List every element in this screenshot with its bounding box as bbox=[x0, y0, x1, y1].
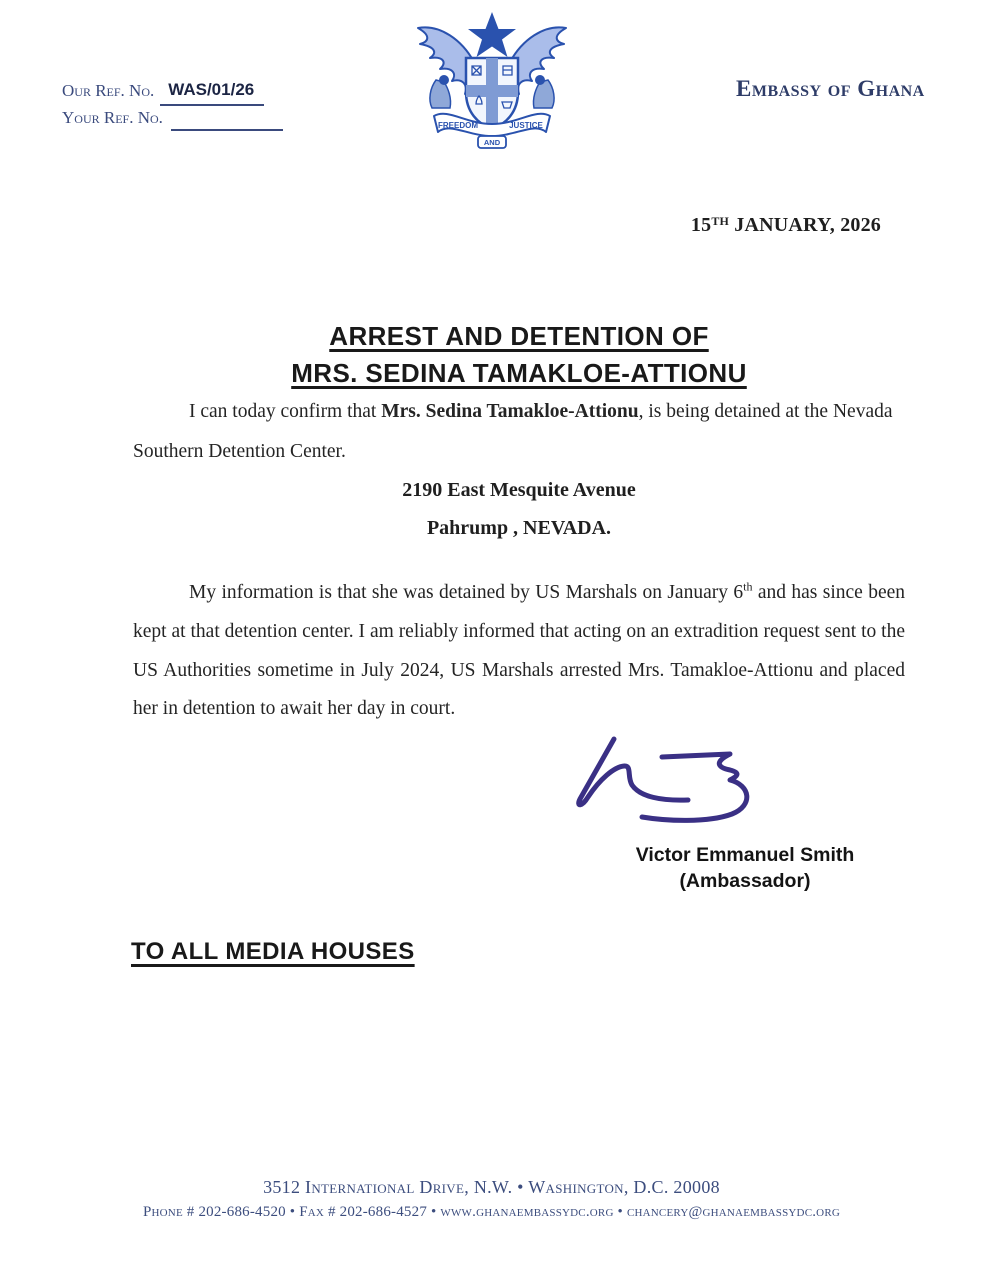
paragraph-1-text: I can today confirm that bbox=[189, 401, 382, 422]
your-ref-blank-line bbox=[171, 115, 283, 131]
address-line-2: Pahrump , NEVADA. bbox=[426, 517, 612, 539]
paragraph-2-text-end: and has since been kept at that detention center. I am reliably informed that acting on an extradition request sent to the US Authorities sometime in July 2024, US Marshals arrested Mrs. Tamakloe-Attionu and placed her in detention to await her day in court. bbox=[133, 582, 906, 720]
date-ordinal: TH bbox=[711, 214, 730, 228]
detainee-name-bold: Mrs. Sedina Tamakloe-Attionu bbox=[381, 401, 639, 422]
our-ref-label: Our Ref. No. bbox=[62, 81, 155, 100]
embassy-name: Embassy of Ghana bbox=[736, 76, 925, 101]
ambassador-signature-ink bbox=[570, 731, 778, 839]
letterhead-footer bbox=[0, 1174, 983, 1224]
our-ref-value: WAS/01/26 bbox=[160, 76, 264, 106]
letter-title bbox=[133, 318, 905, 392]
january-6-ordinal: th bbox=[743, 579, 753, 594]
date-day: 15 bbox=[690, 214, 712, 236]
signature-block bbox=[600, 842, 890, 894]
paragraph-1 bbox=[133, 392, 905, 471]
paragraph-2 bbox=[133, 574, 905, 729]
footer-contact: Phone # 202-686-4520 • Fax # 202-686-4527 • www.ghanaembassydc.org • chancery@ghanaembassydc.org bbox=[142, 1204, 841, 1220]
signer-name: Victor Emmanuel Smith bbox=[635, 844, 855, 866]
your-ref-row bbox=[62, 104, 283, 131]
letter-date bbox=[691, 214, 881, 237]
our-ref-row bbox=[62, 74, 283, 104]
svg-text:JUSTICE: JUSTICE bbox=[509, 121, 543, 130]
paragraph-2-text: My information is that she was detained by US Marshals on January 6 bbox=[189, 582, 744, 603]
address-line-1: 2190 East Mesquite Avenue bbox=[402, 479, 636, 501]
signer-role: (Ambassador) bbox=[679, 870, 811, 892]
paragraph-1-text-end: , is being detained at the Nevada Southern Detention Center. bbox=[133, 401, 893, 462]
detention-center-address bbox=[133, 471, 905, 547]
date-rest: JANUARY, 2026 bbox=[729, 214, 881, 236]
footer-address: 3512 International Drive, N.W. • Washington, D.C. 20008 bbox=[263, 1177, 720, 1197]
addressee-line: TO ALL MEDIA HOUSES bbox=[131, 938, 415, 965]
svg-text:AND: AND bbox=[483, 138, 501, 147]
svg-text:FREEDOM: FREEDOM bbox=[438, 121, 478, 130]
reference-block bbox=[62, 74, 283, 131]
ghana-coat-of-arms-icon bbox=[406, 8, 578, 150]
letter-title-line1: ARREST AND DETENTION OF bbox=[329, 321, 709, 351]
your-ref-label: Your Ref. No. bbox=[62, 108, 163, 127]
letter-title-line2: MRS. SEDINA TAMAKLOE-ATTIONU bbox=[291, 358, 747, 388]
